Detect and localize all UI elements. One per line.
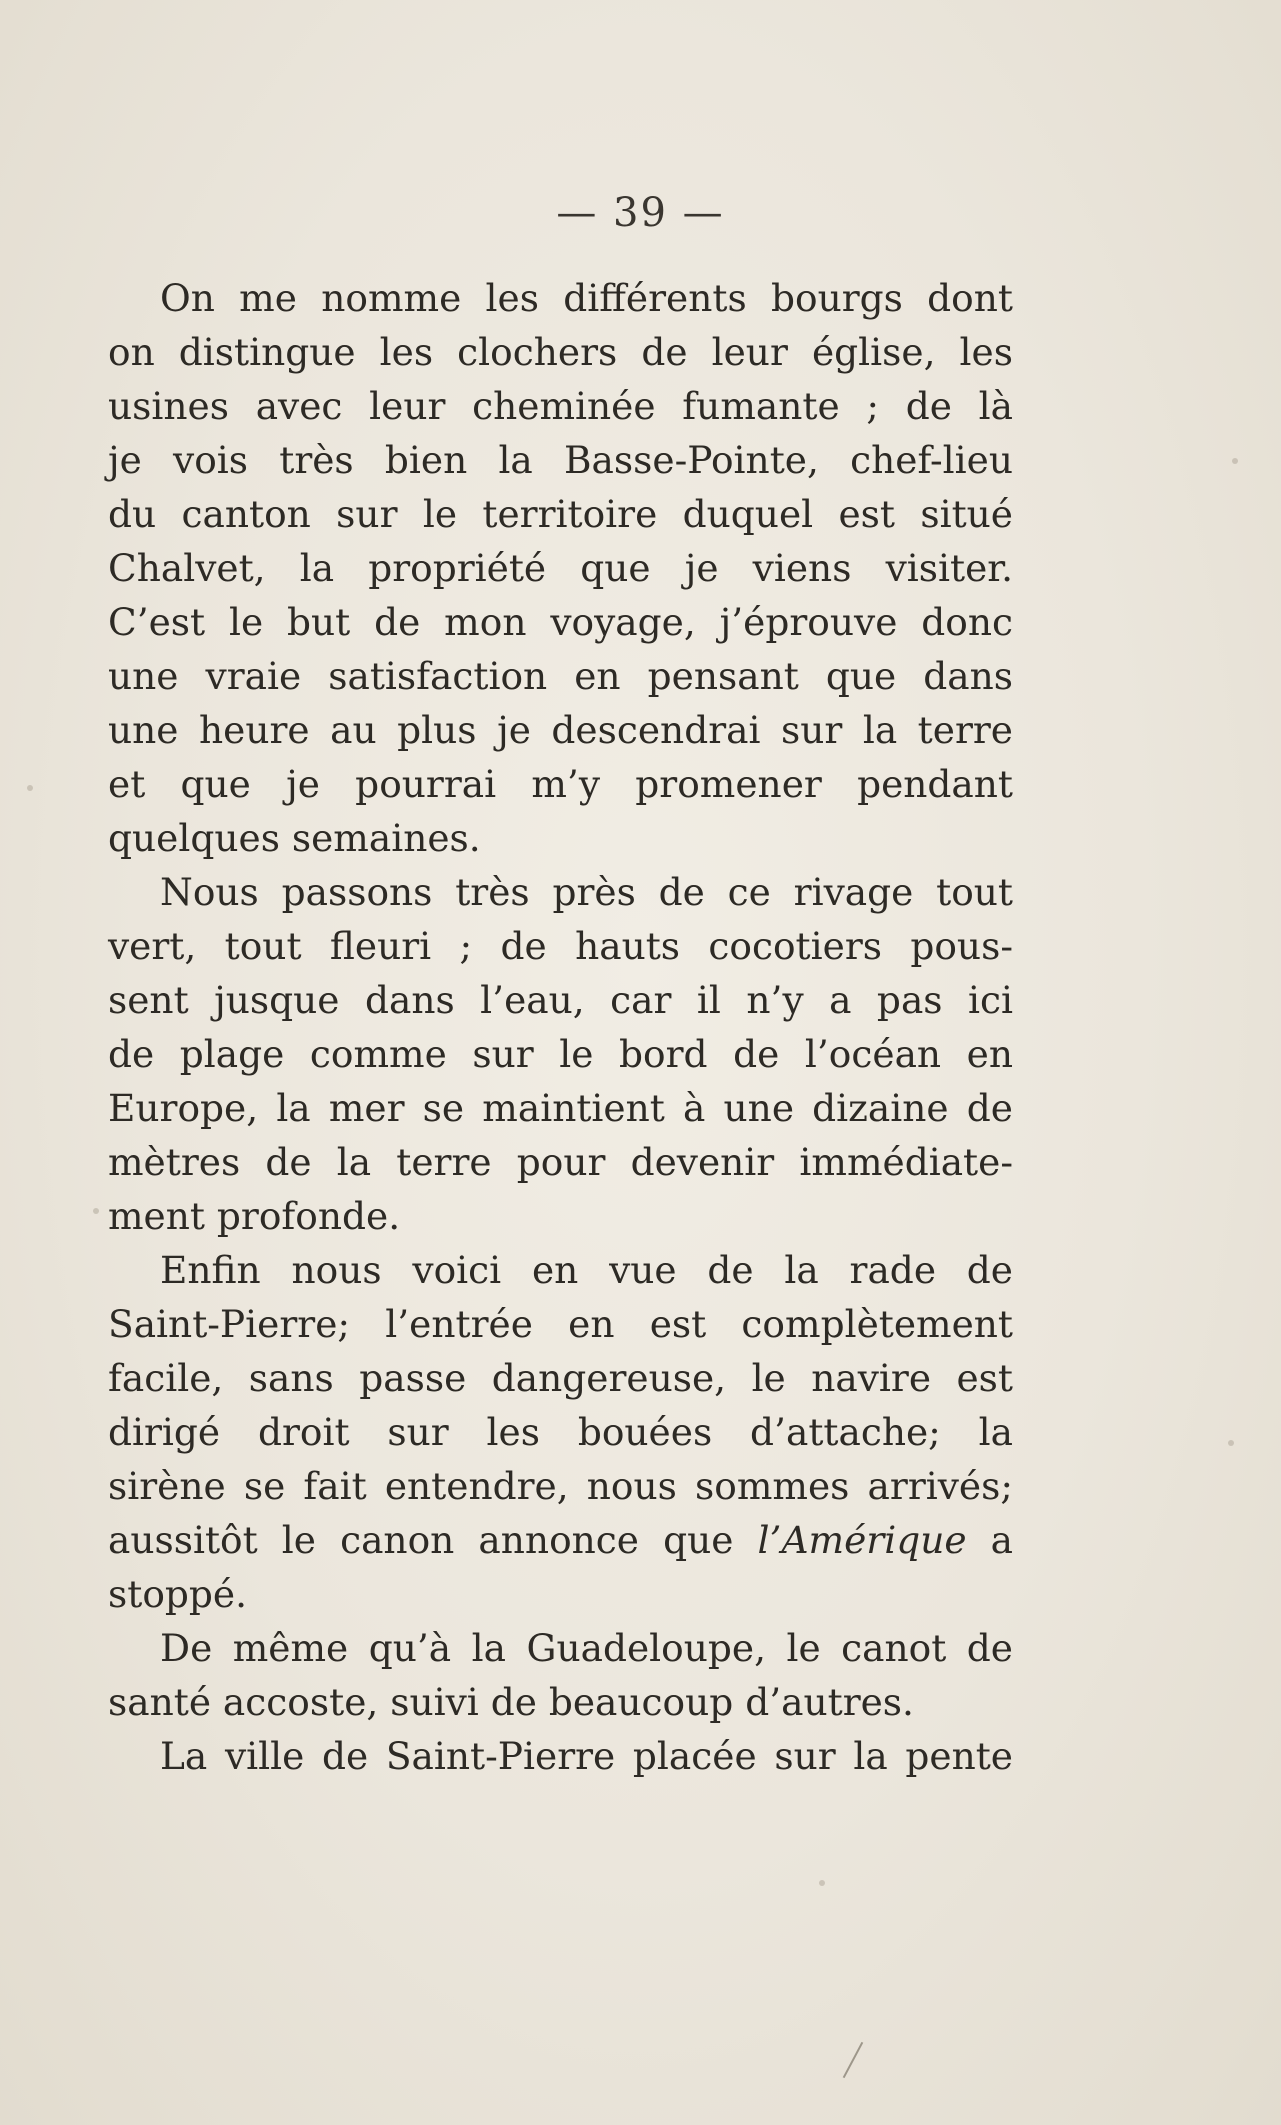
text-line: du canton sur le territoire duquel est situé xyxy=(108,492,1013,536)
text-line: dirigé droit sur les bouées d’attache; la xyxy=(108,1410,1013,1454)
text-line: La ville de Saint-Pierre placée sur la pente xyxy=(160,1734,1013,1778)
page-number: — 39 — xyxy=(556,190,725,236)
text-line: quelques semaines. xyxy=(108,816,481,860)
text-line: stoppé. xyxy=(108,1572,248,1616)
text-line: santé accoste, suivi de beaucoup d’autres. xyxy=(108,1680,914,1724)
text-line: usines avec leur cheminée fumante ; de là xyxy=(108,384,1013,428)
text-segment: a xyxy=(966,1518,1013,1562)
paper-speck xyxy=(93,1208,99,1214)
ship-name: l’Amérique xyxy=(757,1518,967,1562)
text-line: sirène se fait entendre, nous sommes arrivés; xyxy=(108,1464,1013,1508)
text-line: vert, tout fleuri ; de hauts cocotiers pous- xyxy=(108,924,1013,968)
text-line: ment profonde. xyxy=(108,1194,401,1238)
text-line: Saint-Pierre; l’entrée en est complètement xyxy=(108,1302,1013,1346)
text-line: de plage comme sur le bord de l’océan en xyxy=(108,1032,1013,1076)
text-line: Nous passons très près de ce rivage tout xyxy=(160,870,1013,914)
text-line: Enfin nous voici en vue de la rade de xyxy=(160,1248,1013,1292)
text-line: facile, sans passe dangereuse, le navire est xyxy=(108,1356,1013,1400)
paper-scratch xyxy=(843,2042,864,2078)
text-line: et que je pourrai m’y promener pendant xyxy=(108,762,1013,806)
text-line: mètres de la terre pour devenir immédiate- xyxy=(108,1140,1013,1184)
text-line: C’est le but de mon voyage, j’éprouve donc xyxy=(108,600,1013,644)
paper-speck xyxy=(1232,458,1238,464)
text-line: une heure au plus je descendrai sur la terre xyxy=(108,708,1013,752)
text-line: on distingue les clochers de leur église, les xyxy=(108,330,1013,374)
text-line: une vraie satisfaction en pensant que dans xyxy=(108,654,1013,698)
paper-speck xyxy=(1228,1440,1234,1446)
text-line: Chalvet, la propriété que je viens visiter. xyxy=(108,546,1013,590)
paper-speck xyxy=(27,785,33,791)
text-line: Europe, la mer se maintient à une dizaine de xyxy=(108,1086,1013,1130)
text-line: je vois très bien la Basse-Pointe, chef-lieu xyxy=(108,438,1013,482)
text-line: On me nomme les différents bourgs dont xyxy=(160,276,1013,320)
text-line xyxy=(108,1513,1013,1567)
body-text xyxy=(108,271,1013,1783)
paper-speck xyxy=(819,1880,825,1886)
text-segment: aussitôt le canon annonce que xyxy=(108,1518,758,1562)
text-line: sent jusque dans l’eau, car il n’y a pas ici xyxy=(108,978,1013,1022)
text-line: De même qu’à la Guadeloupe, le canot de xyxy=(160,1626,1013,1670)
